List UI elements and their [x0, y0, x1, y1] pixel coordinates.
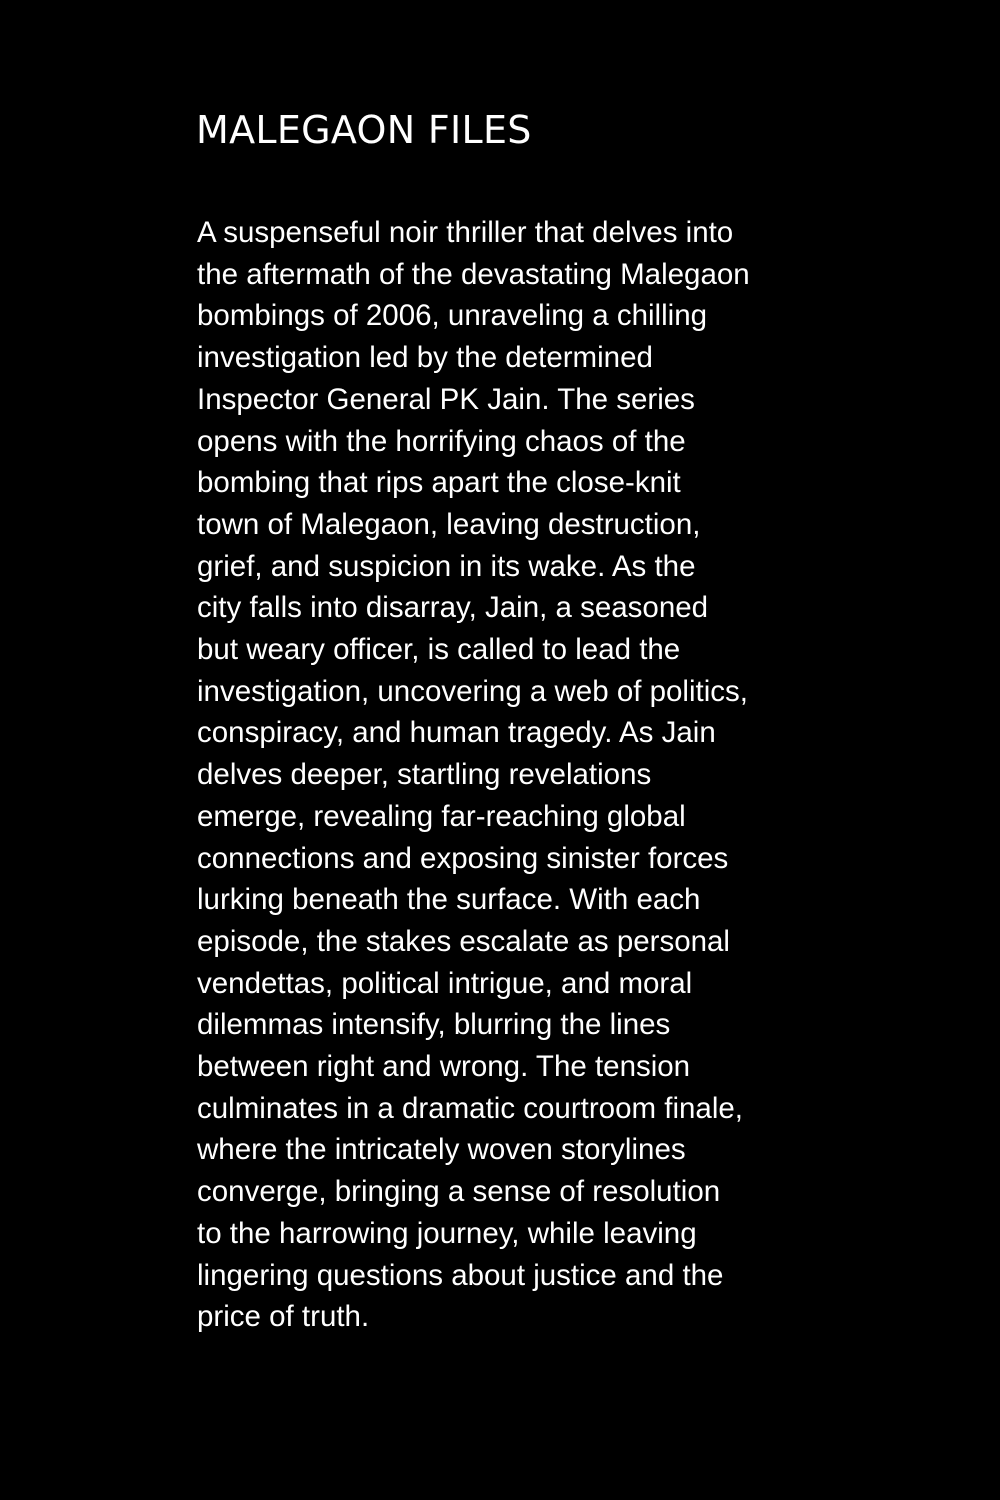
synopsis-line: grief, and suspicion in its wake. As the	[197, 549, 696, 583]
synopsis-line: dilemmas intensify, blurring the lines	[197, 1008, 671, 1042]
synopsis-line: investigation led by the determined	[197, 341, 653, 375]
synopsis-line: price of truth.	[197, 1300, 370, 1334]
synopsis-line: opens with the horrifying chaos of the	[197, 424, 686, 458]
synopsis-line: vendettas, political intrigue, and moral	[197, 966, 693, 1000]
synopsis-line: lurking beneath the surface. With each	[197, 883, 701, 917]
synopsis-line: where the intricately woven storylines	[197, 1133, 686, 1167]
synopsis-line: conspiracy, and human tragedy. As Jain	[197, 716, 716, 750]
synopsis-line: but weary officer, is called to lead the	[197, 633, 681, 667]
synopsis-line: lingering questions about justice and the	[197, 1258, 724, 1292]
synopsis-line: the aftermath of the devastating Malegaon	[197, 257, 750, 291]
synopsis-line: emerge, revealing far-reaching global	[197, 799, 686, 833]
synopsis-line: investigation, uncovering a web of politics,	[197, 674, 748, 708]
synopsis-line: to the harrowing journey, while leaving	[197, 1216, 697, 1250]
synopsis-line: A suspenseful noir thriller that delves into	[197, 216, 734, 249]
synopsis-line: connections and exposing sinister forces	[197, 841, 729, 875]
synopsis-line: city falls into disarray, Jain, a seasoned	[197, 591, 709, 625]
synopsis-line: bombing that rips apart the close-knit	[197, 466, 681, 500]
synopsis-paragraph	[197, 212, 807, 1338]
synopsis-line: town of Malegaon, leaving destruction,	[197, 507, 701, 541]
synopsis-line: bombings of 2006, unraveling a chilling	[197, 299, 708, 333]
synopsis-line: Inspector General PK Jain. The series	[197, 382, 695, 416]
synopsis-line: episode, the stakes escalate as personal	[197, 924, 730, 958]
synopsis-line: converge, bringing a sense of resolution	[197, 1175, 721, 1209]
synopsis-line: between right and wrong. The tension	[197, 1050, 691, 1084]
synopsis-line: culminates in a dramatic courtroom finale,	[197, 1091, 743, 1125]
page-title: MALEGAON FILES	[196, 108, 532, 152]
synopsis-line: delves deeper, startling revelations	[197, 758, 652, 792]
